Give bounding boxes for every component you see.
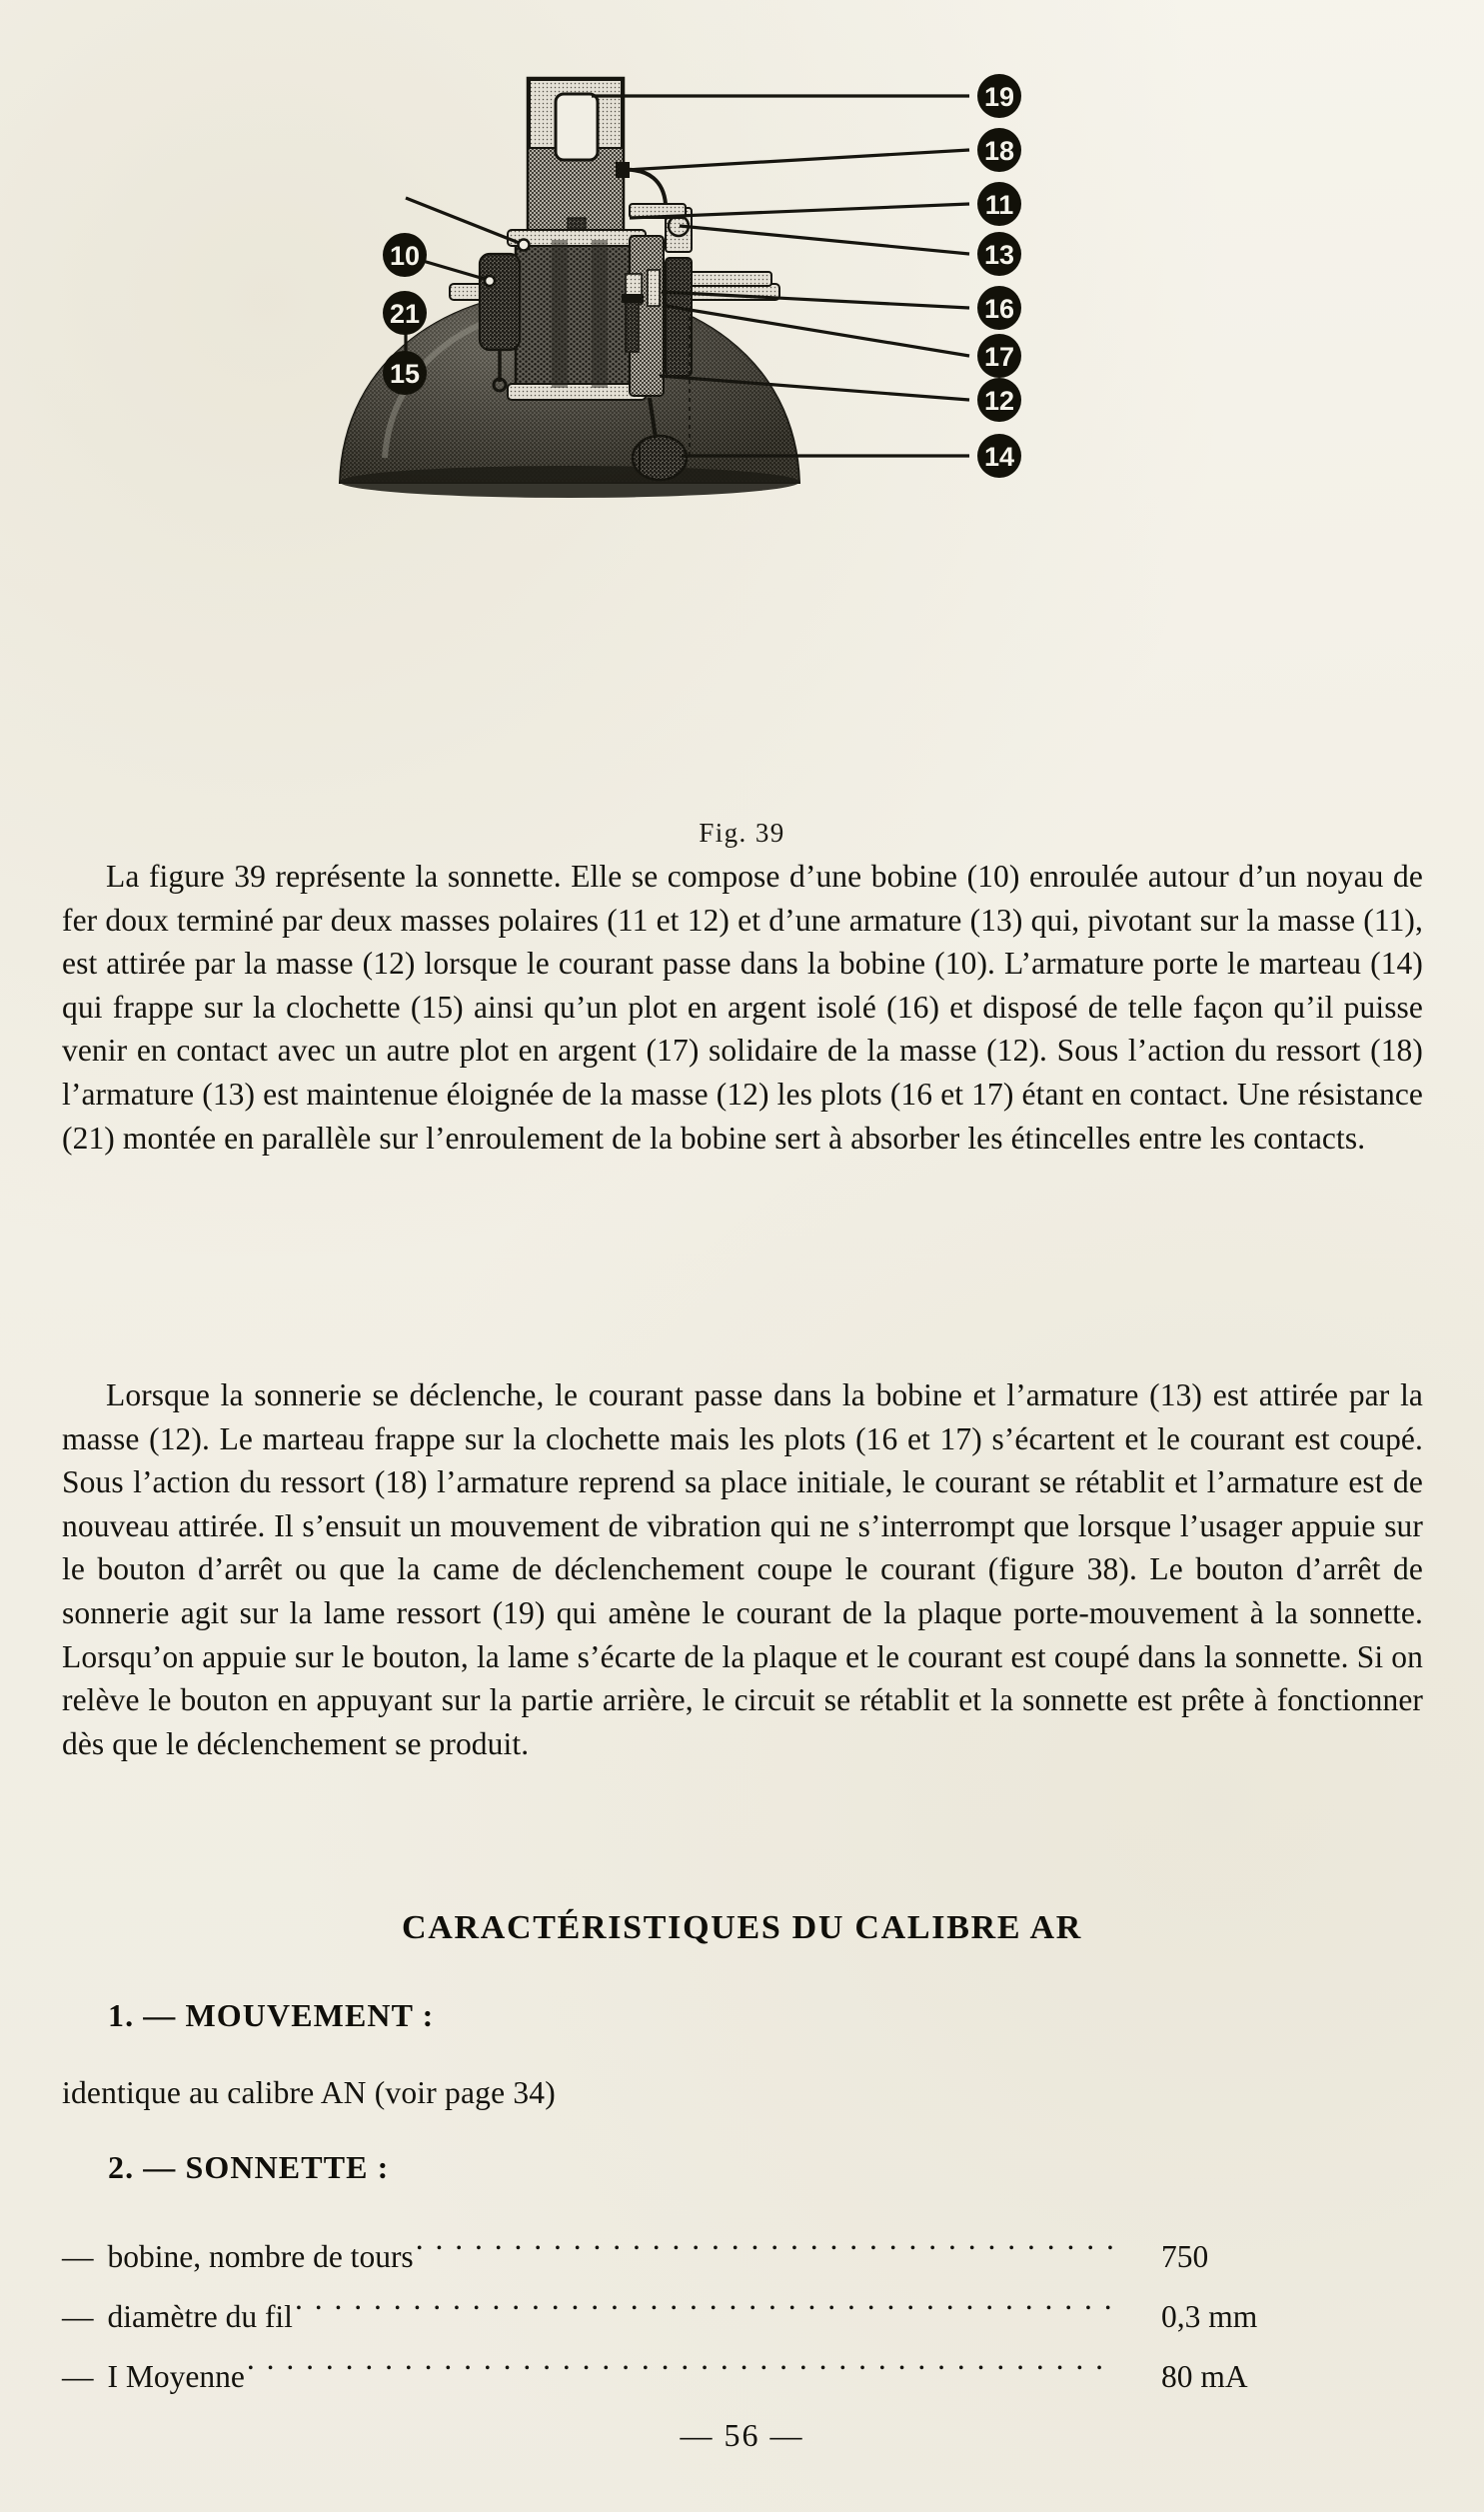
callout-16 (977, 286, 1021, 330)
svg-text:10: 10 (389, 241, 421, 271)
section-title: CARACTÉRISTIQUES DU CALIBRE AR (401, 1909, 1083, 1946)
dot-leader (416, 2236, 1115, 2268)
spec-dash: — (62, 2359, 94, 2394)
svg-text:21: 21 (389, 299, 421, 329)
callout-19 (977, 74, 1021, 118)
callout-10 (383, 233, 427, 277)
svg-text:12: 12 (983, 386, 1015, 416)
callout-17 (977, 334, 1021, 378)
dot-leader (295, 2296, 1115, 2328)
svg-text:16: 16 (983, 294, 1015, 324)
spec-value: 0,3 mm (1161, 2299, 1258, 2334)
spec-dash: — (62, 2239, 94, 2274)
svg-text:18: 18 (983, 136, 1015, 166)
svg-text:15: 15 (389, 359, 421, 389)
callout-14 (977, 434, 1021, 478)
spec-label: I Moyenne (107, 2359, 245, 2394)
figure-caption: Fig. 39 (699, 818, 785, 848)
callout-11 (977, 182, 1021, 226)
callout-15 (383, 351, 427, 395)
svg-text:13: 13 (983, 240, 1015, 270)
callout-18 (977, 128, 1021, 172)
spec-row (62, 2347, 1391, 2407)
page-number: — 56 — (680, 2417, 804, 2453)
body-paragraph-1: La figure 39 représente la sonnette. Elle se compose d’une bobine (10) enroulée autour d’un noyau de fer doux terminé par deux masses polaires (11 et 12) et d’une armature (13) qui, pivotant sur la masse (11), est attirée par la masse (12) lorsque le courant passe dans la bobine (10). L’armature porte le marteau (14) qui frappe sur la clochette (15) ainsi qu’un plot en argent isolé (16) et disposé de telle façon qu’il puisse venir en contact avec un autre plot en argent (17) solidaire de la masse (12). Sous l’action du ressort (18) l’armature (13) est maintenue éloignée de la masse (12) les plots (16 et 17) étant en contact. Une résistance (21) montée en parallèle sur l’enroulement de la bobine sert à absorber les étincelles entre les contacts. (62, 859, 1423, 1156)
svg-text:19: 19 (983, 82, 1015, 112)
spec-row (62, 2287, 1391, 2347)
svg-text:14: 14 (983, 442, 1015, 472)
dot-leader (247, 2356, 1115, 2388)
subheading-sonnette: 2. — SONNETTE : (108, 2149, 390, 2185)
spec-label: diamètre du fil (107, 2299, 293, 2334)
spec-value: 80 mA (1161, 2359, 1248, 2394)
callout-13 (977, 232, 1021, 276)
spec-row (62, 2227, 1391, 2287)
callout-21 (383, 291, 427, 335)
subheading-mouvement: 1. — MOUVEMENT : (108, 1997, 435, 2033)
spec-label: bobine, nombre de tours (107, 2239, 414, 2274)
specification-list (62, 2227, 1391, 2407)
svg-text:11: 11 (984, 190, 1014, 220)
svg-text:17: 17 (983, 342, 1015, 372)
mouvement-reference-text: identique au calibre AN (voir page 34) (62, 2075, 556, 2110)
callout-12 (977, 378, 1021, 422)
body-paragraph-2: Lorsque la sonnerie se déclenche, le courant passe dans la bobine et l’armature (13) est attirée par la masse (12). Le marteau frappe sur la clochette mais les plots (16 et 17) s’écartent et le courant est coupé. Sous l’action du ressort (18) l’armature reprend sa place initiale, le courant se rétablit et l’armature est de nouveau attirée. Il s’ensuit un mouvement de vibration qui ne s’interrompt que lorsque l’usager appuie sur le bouton d’arrêt ou que la came de déclenchement coupe le courant (figure 38). Le bouton d’arrêt de sonnerie agit sur la lame ressort (19) qui amène le courant de la plaque porte-mouvement à la sonnette. Lorsqu’on appuie sur le bouton, la lame s’écarte de la plaque et le courant est coupé dans la sonnette. Si on relève le bouton en appuyant sur la partie arrière, le circuit se rétablit et la sonnette est prête à fonctionner dès que le déclenchement se produit. (62, 1377, 1423, 1761)
spec-dash: — (62, 2299, 94, 2334)
figure-39 (0, 58, 1484, 848)
spec-value: 750 (1161, 2239, 1209, 2274)
